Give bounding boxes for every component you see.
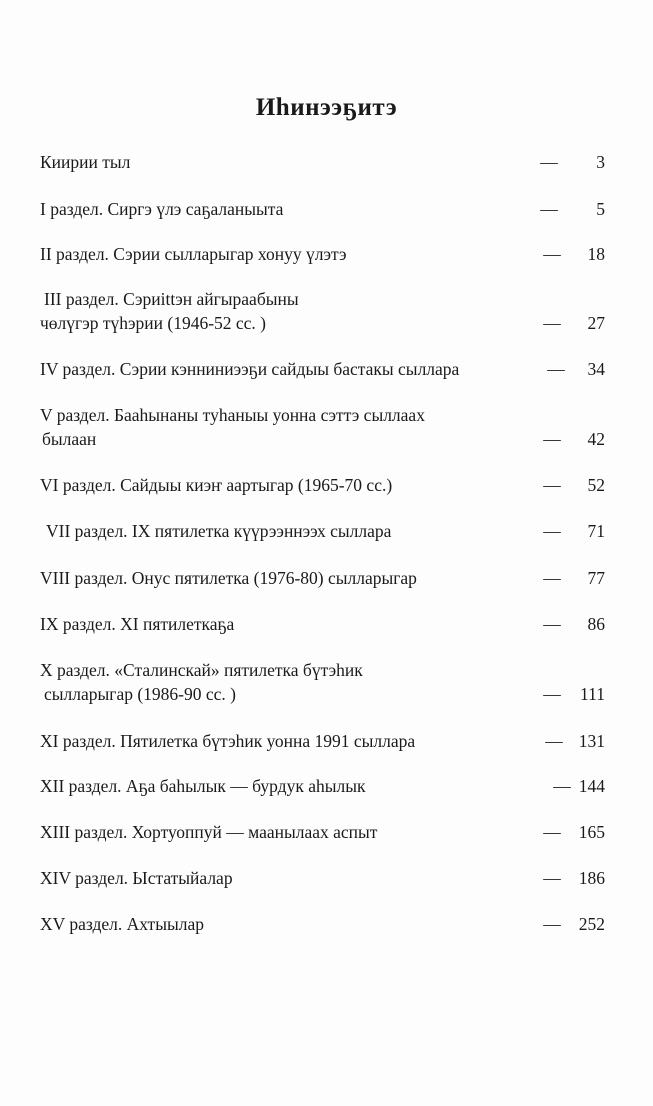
toc-dash: — <box>540 152 558 172</box>
toc-entry-title: IV раздел. Сэрии кэнниниээҕи сайдыы бастакы сыллара <box>40 359 460 379</box>
toc-dash: — <box>547 359 565 379</box>
toc-page-number: 77 <box>587 568 605 588</box>
toc-page-number: 131 <box>578 731 605 751</box>
toc-page-number: 86 <box>587 614 605 634</box>
toc-dash: — <box>543 244 561 264</box>
toc-entry-title: X раздел. «Сталинскай» пятилетка бүтэһик сылларыгар (1986-90 сс. ) <box>40 660 363 704</box>
toc-page-number: 186 <box>578 868 605 888</box>
toc-entry-title: I раздел. Сиргэ үлэ саҕаланыыта <box>40 199 284 219</box>
toc-entry-title: VII раздел. IX пятилетка күүрээннээх сыллара <box>46 521 392 541</box>
toc-dash: — <box>553 776 571 796</box>
toc-dash: — <box>543 684 561 704</box>
toc-page-number: 27 <box>587 313 605 333</box>
toc-dash: — <box>543 521 561 541</box>
toc-page-number: 111 <box>580 684 605 704</box>
toc-dash: — <box>543 614 561 634</box>
toc-dash: — <box>543 568 561 588</box>
toc-dash: — <box>543 429 561 449</box>
toc-page-number: 3 <box>596 152 605 172</box>
toc-entry-title: XIII раздел. Хортуоппуй — маанылаах аспыт <box>40 822 378 842</box>
toc-entry-title: II раздел. Сэрии сылларыгар хонуу үлэтэ <box>40 244 347 264</box>
toc-page-number: 5 <box>596 199 605 219</box>
toc-entry-title: XIV раздел. Ыстатыйалар <box>40 868 233 888</box>
toc-page-number: 18 <box>587 244 605 264</box>
toc-entry-title: III раздел. Сэриittэн айгыраабыны чөлүгэр түһэрии (1946-52 сс. ) <box>40 289 299 333</box>
toc-entry-title: Киирии тыл <box>40 152 131 172</box>
toc-entry-title: XV раздел. Ахтыылар <box>40 914 204 934</box>
toc-entry-title: XII раздел. Аҕа баһылык — бурдук аһылык <box>40 776 366 796</box>
toc-page-number: 52 <box>587 475 605 495</box>
toc-dash: — <box>543 914 561 934</box>
toc-dash: — <box>543 475 561 495</box>
toc-dash: — <box>545 731 563 751</box>
toc-dash: — <box>543 822 561 842</box>
toc-page-number: 144 <box>578 776 605 796</box>
toc-page-number: 165 <box>578 822 605 842</box>
toc-entry-title: V раздел. Бааһынаны туһаныы уонна сэттэ сыллаах былаан <box>40 405 425 449</box>
toc-page-number: 34 <box>587 359 605 379</box>
toc-dash: — <box>543 868 561 888</box>
toc-dash: — <box>540 199 558 219</box>
toc-entry-title: IX раздел. XI пятилеткаҕа <box>40 614 235 634</box>
toc-dash: — <box>543 313 561 333</box>
toc-entry-title: VIII раздел. Онус пятилетка (1976-80) сылларыгар <box>40 568 417 588</box>
page-title: Иһинээҕитэ <box>255 94 398 121</box>
toc-entry-title: XI раздел. Пятилетка бүтэһик уонна 1991 сыллара <box>40 731 416 751</box>
toc-page-number: 42 <box>587 429 605 449</box>
toc-page-number: 252 <box>578 914 605 934</box>
toc-page-number: 71 <box>587 521 605 541</box>
toc-entry-title: VI раздел. Сайдыы киэҥ аартыгар (1965-70 сс.) <box>40 475 393 495</box>
